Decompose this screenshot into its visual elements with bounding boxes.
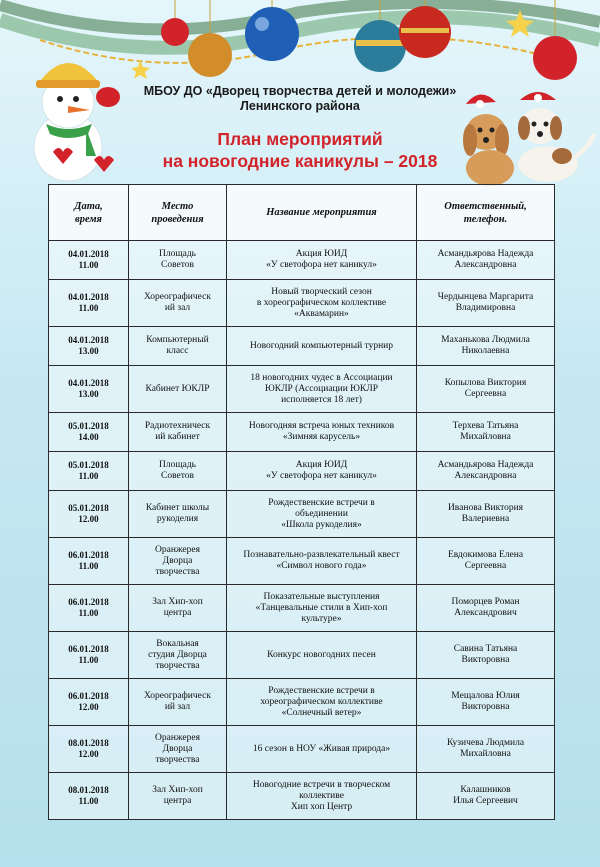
table-row [49, 585, 555, 632]
event-name-cell [227, 491, 417, 538]
event-date: 04.01.2018 [68, 249, 109, 259]
table-row [49, 327, 555, 366]
place-cell-line: Советов [161, 260, 194, 270]
place-cell-line: Зал Хип-хоп [152, 785, 203, 795]
event-time: 12.00 [78, 514, 99, 524]
place-cell-line: центра [163, 608, 192, 618]
event-name-cell-line: «У светофора нет каникул» [266, 260, 377, 270]
event-name-cell-line: Акция ЮИД [295, 249, 348, 259]
table-body [49, 241, 555, 820]
title-line-2: на новогодние каникулы – 2018 [162, 151, 438, 171]
ornament-blue-ball [245, 7, 299, 61]
event-name-cell-line: «Зимняя карусель» [282, 432, 361, 442]
date-time-cell [49, 585, 129, 632]
responsible-cell-line: Чердынцева Маргарита [437, 292, 534, 302]
date-time-cell [49, 413, 129, 452]
responsible-cell [417, 452, 555, 491]
column-header-date: Дата, время [49, 185, 129, 241]
responsible-cell [417, 538, 555, 585]
title-line-1: План мероприятий [217, 129, 383, 149]
event-time: 11.00 [78, 303, 99, 313]
table-row [49, 452, 555, 491]
place-cell-line: Кабинет ЮКЛР [145, 383, 210, 394]
date-time-cell [49, 538, 129, 585]
event-date: 04.01.2018 [68, 292, 109, 302]
table-row [49, 679, 555, 726]
event-name-cell [227, 538, 417, 585]
event-name-cell-line: Новогодняя встреча юных техников [248, 421, 395, 431]
table-row [49, 366, 555, 413]
event-name-cell-line: коллективе [299, 790, 344, 801]
responsible-cell-line: Сергеевна [464, 561, 507, 571]
event-time: 11.00 [78, 655, 99, 665]
place-cell-line: ий кабинет [155, 432, 200, 442]
event-name-cell [227, 280, 417, 327]
responsible-cell-line: Михайловна [460, 749, 511, 759]
place-cell-line: творчества [155, 754, 200, 765]
events-table [48, 184, 555, 820]
event-name-cell-line: «Танцевальные стили в Хип-хоп [255, 602, 388, 613]
responsible-cell [417, 726, 555, 773]
date-time-cell [49, 632, 129, 679]
event-date: 05.01.2018 [68, 503, 109, 513]
date-time-cell [49, 280, 129, 327]
event-name-cell-line: хореографическом коллективе [260, 696, 383, 707]
responsible-cell-line: Михайловна [460, 432, 511, 442]
column-header-event: Название мероприятия [227, 185, 417, 241]
table-row [49, 632, 555, 679]
responsible-cell-line: Илья Сергеевич [453, 796, 518, 806]
event-name-cell [227, 452, 417, 491]
event-name-cell-line: «Школа рукоделия» [281, 519, 362, 530]
place-cell-line: Вокальная [156, 638, 199, 649]
place-cell-line: Дворца [162, 743, 193, 754]
responsible-cell-line: Маханькова Людмила [441, 335, 530, 345]
event-time: 14.00 [78, 432, 99, 442]
event-name-cell-line: 16 сезон в НОУ «Живая природа» [252, 743, 391, 754]
responsible-cell-line: Мещалова Юлия [451, 691, 520, 701]
table-header-row [49, 185, 555, 241]
event-name-cell [227, 413, 417, 452]
date-time-cell [49, 679, 129, 726]
ornament-red-ball-right [533, 36, 577, 80]
responsible-cell [417, 679, 555, 726]
table-row [49, 773, 555, 820]
table-row [49, 241, 555, 280]
place-cell-line: студия Дворца [148, 649, 207, 660]
place-cell-line: Оранжерея [155, 732, 200, 743]
event-time: 12.00 [78, 749, 99, 759]
responsible-cell [417, 413, 555, 452]
event-name-cell-line: Новогодний компьютерный турнир [250, 340, 393, 351]
event-name-cell-line: «Символ нового года» [276, 561, 367, 571]
event-name-cell-line: Новый творческий сезон [271, 286, 372, 297]
place-cell [129, 585, 227, 632]
place-cell-line: Компьютерный [146, 335, 209, 345]
event-name-cell [227, 327, 417, 366]
event-name-cell-line: «Аквамарин» [294, 308, 349, 319]
responsible-cell [417, 632, 555, 679]
place-cell-line: класс [166, 346, 189, 356]
event-name-cell-line: Рождественские встречи в [268, 497, 375, 508]
org-line-2: Ленинского района [240, 99, 360, 113]
event-date: 06.01.2018 [68, 550, 109, 560]
place-cell [129, 726, 227, 773]
table-row [49, 538, 555, 585]
responsible-cell [417, 491, 555, 538]
place-cell-line: Кабинет школы [145, 503, 210, 513]
event-time: 11.00 [78, 260, 99, 270]
responsible-cell-line: Владимировна [455, 303, 516, 313]
table-row [49, 726, 555, 773]
responsible-cell-line: Копылова Виктория [444, 378, 527, 388]
place-cell [129, 491, 227, 538]
place-cell [129, 679, 227, 726]
event-time: 11.00 [78, 471, 99, 481]
column-header-place: Место проведения [129, 185, 227, 241]
date-time-cell [49, 491, 129, 538]
responsible-cell-line: Викторовна [461, 655, 510, 665]
event-date: 08.01.2018 [68, 785, 109, 795]
event-name-cell [227, 679, 417, 726]
event-time: 11.00 [78, 796, 99, 806]
event-name-cell-line: Конкурс новогодних песен [267, 649, 376, 660]
place-cell-line: Хореографическ [144, 691, 211, 701]
responsible-cell-line: Асмандьярова Надежда [437, 460, 534, 470]
event-name-cell-line: ЮКЛР (Ассоциации ЮКЛР [264, 383, 378, 394]
event-name-cell-line: «Солнечный ветер» [281, 707, 362, 718]
event-name-cell-line: Показательные выступления [263, 591, 380, 602]
responsible-cell-line: Сергеевна [464, 389, 507, 399]
place-cell-line: Дворца [162, 555, 193, 566]
event-time: 13.00 [78, 346, 99, 356]
responsible-cell-line: Александрович [454, 608, 517, 618]
place-cell [129, 452, 227, 491]
date-time-cell [49, 452, 129, 491]
event-name-cell-line: Хип хоп Центр [290, 801, 353, 812]
event-name-cell-line: исполняется 18 лет) [281, 394, 362, 405]
event-time: 12.00 [78, 702, 99, 712]
date-time-cell [49, 241, 129, 280]
place-cell-line: Советов [161, 471, 194, 481]
place-cell [129, 280, 227, 327]
event-date: 06.01.2018 [68, 597, 109, 607]
place-cell [129, 241, 227, 280]
place-cell-line: Оранжерея [155, 544, 200, 555]
responsible-cell-line: Поморцев Роман [451, 597, 520, 607]
ornament-red-ball [161, 18, 189, 46]
event-date: 06.01.2018 [68, 691, 109, 701]
responsible-cell-line: Викторовна [461, 702, 510, 712]
date-time-cell [49, 726, 129, 773]
responsible-cell [417, 773, 555, 820]
event-date: 06.01.2018 [68, 644, 109, 654]
place-cell [129, 327, 227, 366]
responsible-cell-line: Калашников [460, 785, 511, 795]
place-cell-line: творчества [155, 660, 200, 671]
event-date: 04.01.2018 [68, 378, 109, 388]
place-cell [129, 538, 227, 585]
responsible-cell [417, 327, 555, 366]
place-cell [129, 773, 227, 820]
event-name-cell-line: Новогодние встречи в творческом [252, 779, 391, 790]
place-cell [129, 413, 227, 452]
responsible-cell-line: Александровна [454, 260, 517, 270]
event-name-cell-line: культуре» [301, 613, 342, 624]
place-cell-line: Радиотехническ [144, 421, 211, 431]
organization-name [120, 84, 480, 114]
responsible-cell [417, 585, 555, 632]
event-time: 13.00 [78, 389, 99, 399]
place-cell-line: Площадь [158, 460, 197, 470]
date-time-cell [49, 327, 129, 366]
event-date: 05.01.2018 [68, 460, 109, 470]
place-cell [129, 366, 227, 413]
event-name-cell-line: объединении [295, 508, 348, 519]
place-cell-line: рукоделия [156, 514, 199, 524]
event-name-cell [227, 366, 417, 413]
event-name-cell [227, 632, 417, 679]
place-cell-line: центра [163, 796, 192, 806]
place-cell-line: творчества [155, 566, 200, 577]
responsible-cell-line: Александровна [454, 471, 517, 481]
responsible-cell-line: Николаевна [461, 346, 510, 356]
place-cell-line: Хореографическ [144, 292, 211, 302]
responsible-cell-line: Иванова Виктория [447, 503, 524, 513]
responsible-cell-line: Валериевна [461, 514, 510, 524]
responsible-cell-line: Кузичева Людмила [446, 738, 525, 748]
responsible-cell-line: Евдокимова Елена [447, 550, 524, 560]
event-date: 04.01.2018 [68, 335, 109, 345]
event-name-cell [227, 773, 417, 820]
event-name-cell [227, 726, 417, 773]
ornament-gold-ball [188, 33, 232, 77]
responsible-cell-line: Асмандьярова Надежда [437, 249, 534, 259]
table-row [49, 280, 555, 327]
table-row [49, 413, 555, 452]
page-title [100, 128, 500, 172]
place-cell-line: ий зал [164, 303, 191, 313]
responsible-cell [417, 280, 555, 327]
responsible-cell-line: Савина Татьяна [453, 644, 518, 654]
event-name-cell-line: Рождественские встречи в [268, 685, 375, 696]
place-cell [129, 632, 227, 679]
date-time-cell [49, 773, 129, 820]
org-line-1: МБОУ ДО «Дворец творчества детей и молодежи» [143, 84, 457, 98]
event-name-cell-line: в хореографическом коллективе [256, 297, 387, 308]
column-header-responsible: Ответственный, телефон. [417, 185, 555, 241]
table-row [49, 491, 555, 538]
event-name-cell [227, 241, 417, 280]
event-name-cell-line: «У светофора нет каникул» [266, 471, 377, 481]
date-time-cell [49, 366, 129, 413]
event-date: 08.01.2018 [68, 738, 109, 748]
event-name-cell [227, 585, 417, 632]
place-cell-line: ий зал [164, 702, 191, 712]
event-time: 11.00 [78, 608, 99, 618]
place-cell-line: Зал Хип-хоп [152, 597, 203, 607]
responsible-cell [417, 241, 555, 280]
event-time: 11.00 [78, 561, 99, 571]
event-name-cell-line: Акция ЮИД [295, 460, 348, 470]
event-date: 05.01.2018 [68, 421, 109, 431]
event-name-cell-line: 18 новогодних чудес в Ассоциации [250, 372, 393, 383]
place-cell-line: Площадь [158, 249, 197, 259]
responsible-cell-line: Терхева Татьяна [452, 421, 519, 431]
event-name-cell-line: Познавательно-развлекательный квест [243, 550, 400, 560]
responsible-cell [417, 366, 555, 413]
